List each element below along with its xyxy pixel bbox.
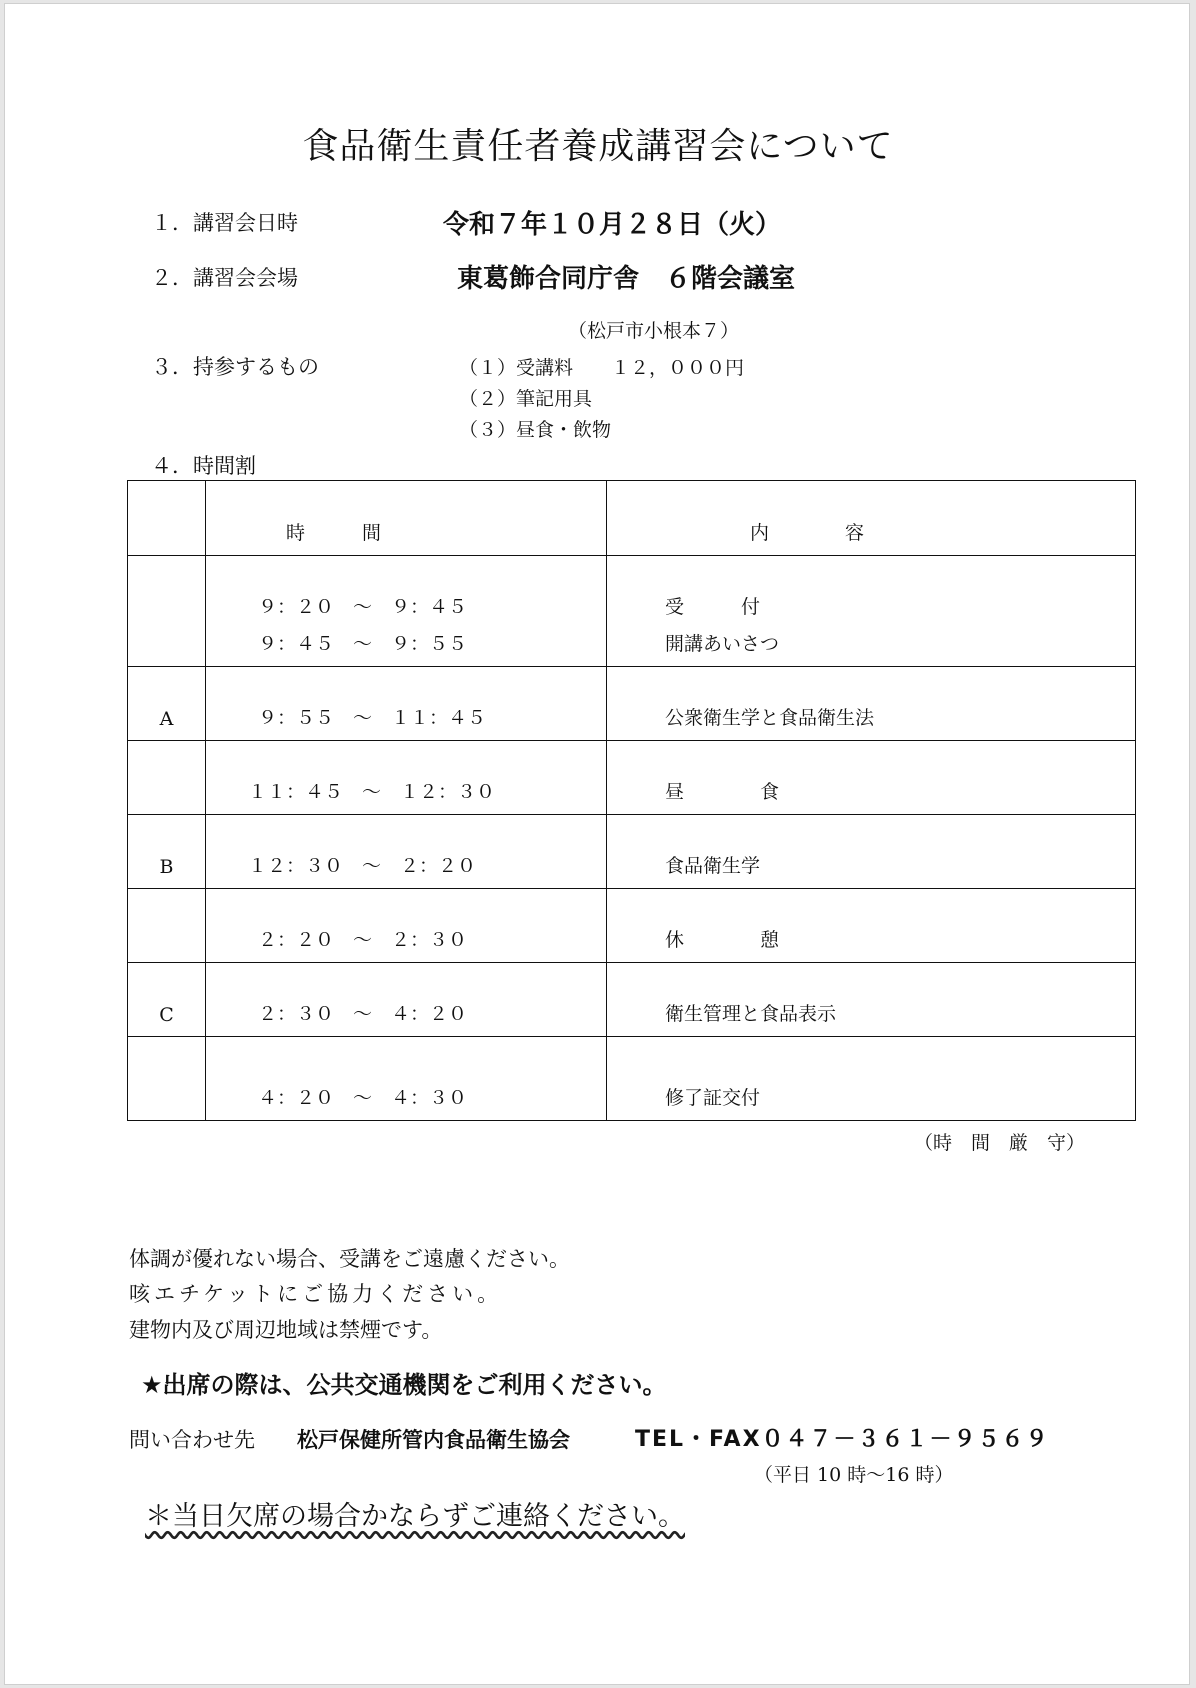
row-time: ２：２０ ～ ２：３０ (206, 889, 607, 963)
row-time-line1: ９：２０ ～ ９：４５ (258, 596, 468, 618)
document-title: 食品衛生責任者養成講習会について (302, 126, 894, 167)
row-time (206, 556, 607, 667)
bring-item-3: （３）昼食・飲物 (459, 419, 612, 441)
row-label (128, 1037, 206, 1121)
schedule-table (127, 480, 1136, 1121)
date-label: １．講習会日時 (151, 211, 298, 235)
contact-tel-fax: TEL・FAX０４７－３６１－９５６９ (635, 1427, 1050, 1452)
bring-label: ３．持参するもの (151, 355, 319, 379)
venue-address: （松戸市小根本７） (568, 320, 740, 342)
contact-label: 問い合わせ先 (129, 1428, 255, 1452)
row-label: C (128, 963, 206, 1037)
table-header-row (128, 481, 1136, 556)
bring-item-2: （２）筆記用具 (459, 388, 593, 410)
row-content (607, 556, 1136, 667)
row-time: １１：４５ ～ １２：３０ (206, 741, 607, 815)
contact-org: 松戸保健所管内食品衛生協会 (297, 1428, 570, 1452)
header-content: 内 容 (607, 481, 1136, 556)
row-time: １２：３０ ～ ２：２０ (206, 815, 607, 889)
venue-value: 東葛飾合同庁舎 ６階会議室 (457, 264, 796, 294)
header-label-cell (128, 481, 206, 556)
row-content: 公衆衛生学と食品衛生法 (607, 667, 1136, 741)
row-content: 衛生管理と食品表示 (607, 963, 1136, 1037)
table-row (128, 741, 1136, 815)
row-time: ２：３０ ～ ４：２０ (206, 963, 607, 1037)
table-row (128, 963, 1136, 1037)
row-content: 食品衛生学 (607, 815, 1136, 889)
row-content: 修了証交付 (607, 1037, 1136, 1121)
table-row (128, 815, 1136, 889)
row-content: 昼 食 (607, 741, 1136, 815)
bring-item-1: （１）受講料 １２，０００円 (459, 357, 745, 379)
absence-notice: ＊当日欠席の場合かならずご連絡ください。 (145, 1501, 685, 1532)
header-time: 時 間 (206, 481, 607, 556)
table-row (128, 889, 1136, 963)
row-label (128, 741, 206, 815)
notice-line-2: 咳エチケットにご協力ください。 (129, 1282, 503, 1306)
row-time: ９：５５ ～ １１：４５ (206, 667, 607, 741)
row-content-line1: 受 付 (665, 596, 761, 618)
table-row (128, 667, 1136, 741)
row-label: A (128, 667, 206, 741)
schedule-note: （時 間 厳 守） (914, 1132, 1086, 1154)
row-label (128, 889, 206, 963)
row-label (128, 556, 206, 667)
row-content: 休 憩 (607, 889, 1136, 963)
table-row (128, 556, 1136, 667)
venue-label: ２．講習会会場 (151, 266, 298, 290)
date-value: 令和７年１０月２８日（火） (443, 210, 782, 240)
transport-notice: ★出席の際は、公共交通機関をご利用ください。 (141, 1371, 667, 1399)
row-content-line2: 開講あいさつ (665, 633, 780, 655)
notice-line-1: 体調が優れない場合、受講をご遠慮ください。 (129, 1247, 570, 1271)
notice-line-3: 建物内及び周辺地域は禁煙です。 (129, 1318, 443, 1342)
table-row (128, 1037, 1136, 1121)
schedule-label: ４．時間割 (151, 454, 256, 478)
row-time: ４：２０ ～ ４：３０ (206, 1037, 607, 1121)
row-time-line2: ９：４５ ～ ９：５５ (258, 633, 468, 655)
row-label: B (128, 815, 206, 889)
contact-hours: （平日 10 時～16 時） (754, 1464, 954, 1486)
